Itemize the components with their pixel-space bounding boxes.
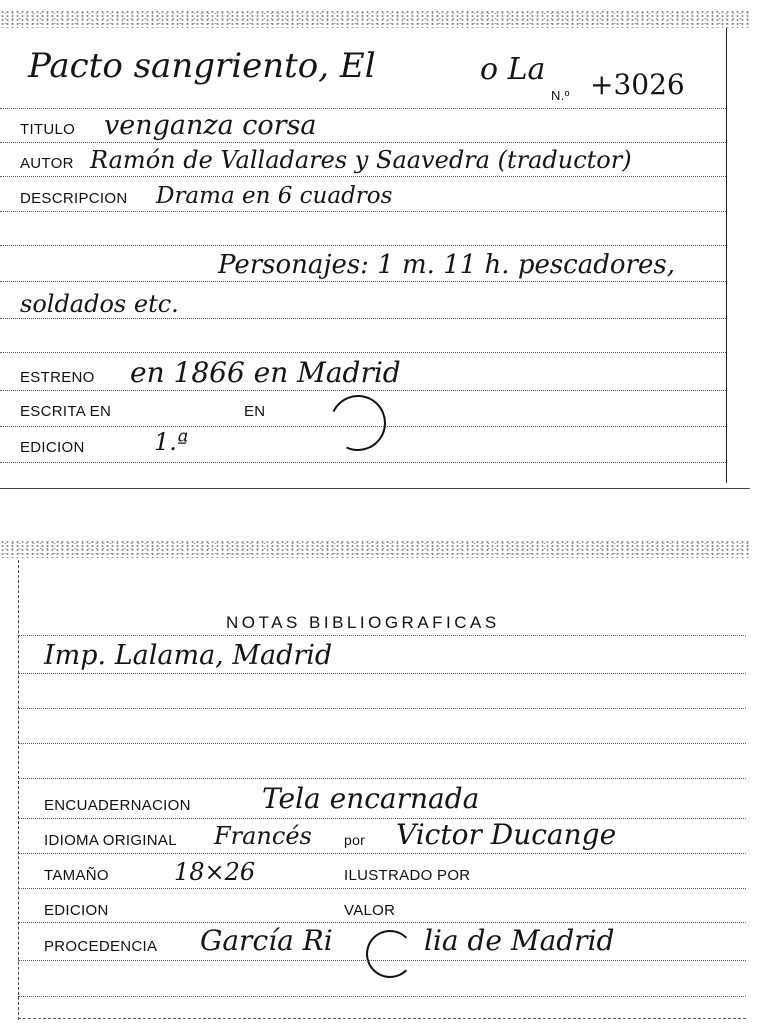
procedencia-label: PROCEDENCIA: [44, 938, 158, 955]
encuadernacion-value: Tela encarnada: [262, 782, 480, 815]
ruled-line: [0, 245, 726, 246]
ruled-line: [18, 888, 746, 889]
valor-label: VALOR: [344, 902, 396, 919]
ruled-line: [18, 673, 746, 674]
ruled-line: [0, 142, 726, 143]
card-top-edge-texture: [0, 540, 750, 558]
notas-heading: NOTAS BIBLIOGRAFICAS: [226, 613, 500, 632]
en-label: EN: [244, 403, 266, 420]
note-imprenta: Imp. Lalama, Madrid: [44, 640, 333, 671]
subtitle-handwritten: o La: [480, 52, 546, 87]
ruled-line: [0, 176, 726, 177]
edicion-label: EDICION: [44, 902, 109, 919]
card-left-border: [18, 560, 19, 1020]
tamano-value: 18×26: [174, 858, 256, 886]
number-label: N.º: [551, 88, 570, 103]
stamp-circle: [366, 930, 414, 978]
idioma-label: IDIOMA ORIGINAL: [44, 832, 177, 849]
ruled-line: [18, 635, 746, 636]
descripcion-line2: Personajes: 1 m. 11 h. pescadores,: [218, 250, 675, 280]
ruled-line: [0, 318, 726, 319]
por-label: por: [344, 832, 366, 848]
ruled-line: [0, 281, 726, 282]
estreno-value: en 1866 en Madrid: [130, 356, 401, 389]
ruled-line: [18, 996, 746, 997]
procedencia-value-b: lia de Madrid: [424, 924, 615, 957]
edicion-label: EDICION: [20, 439, 85, 456]
ruled-line: [18, 708, 746, 709]
titulo-value: venganza corsa: [104, 110, 317, 141]
descripcion-value: Drama en 6 cuadros: [156, 183, 393, 209]
title-handwritten: Pacto sangriento, El: [28, 46, 376, 86]
ruled-line: [0, 426, 726, 427]
descripcion-line3: soldados etc.: [20, 290, 179, 318]
escrita-en-label: ESCRITA EN: [20, 403, 112, 420]
ruled-line: [18, 922, 746, 923]
ruled-line: [18, 960, 746, 961]
encuadernacion-label: ENCUADERNACION: [44, 797, 191, 814]
catalog-number: +3026: [590, 68, 685, 101]
ruled-line: [18, 778, 746, 779]
ruled-line: [0, 352, 726, 353]
card-right-border: [726, 28, 727, 483]
autor-label: AUTOR: [20, 155, 74, 172]
ruled-line: [18, 853, 746, 854]
ruled-line: [18, 818, 746, 819]
catalog-card-back: [0, 540, 750, 1028]
idioma-value: Francés: [214, 822, 312, 850]
ilustrado-label: ILUSTRADO POR: [344, 867, 471, 884]
ruled-line: [0, 462, 726, 463]
autor-value: Ramón de Valladares y Saavedra (traductor): [90, 146, 632, 174]
catalog-card-front: [0, 0, 750, 492]
card-bottom-edge: [0, 488, 750, 489]
ruled-line: [0, 211, 726, 212]
edicion-value: 1.ª: [154, 428, 189, 456]
tamano-label: TAMAÑO: [44, 867, 109, 884]
card-bottom-edge: [18, 1018, 746, 1019]
ruled-line: [0, 390, 726, 391]
estreno-label: ESTRENO: [20, 369, 95, 386]
ruled-line: [18, 743, 746, 744]
idioma-author: Victor Ducange: [396, 818, 617, 851]
descripcion-label: DESCRIPCION: [20, 190, 128, 207]
procedencia-value-a: García Ri: [200, 924, 333, 957]
stamp-circle: [322, 387, 394, 459]
titulo-label: TITULO: [20, 121, 76, 138]
card-top-edge-texture: [0, 10, 750, 28]
ruled-line: [0, 108, 726, 109]
